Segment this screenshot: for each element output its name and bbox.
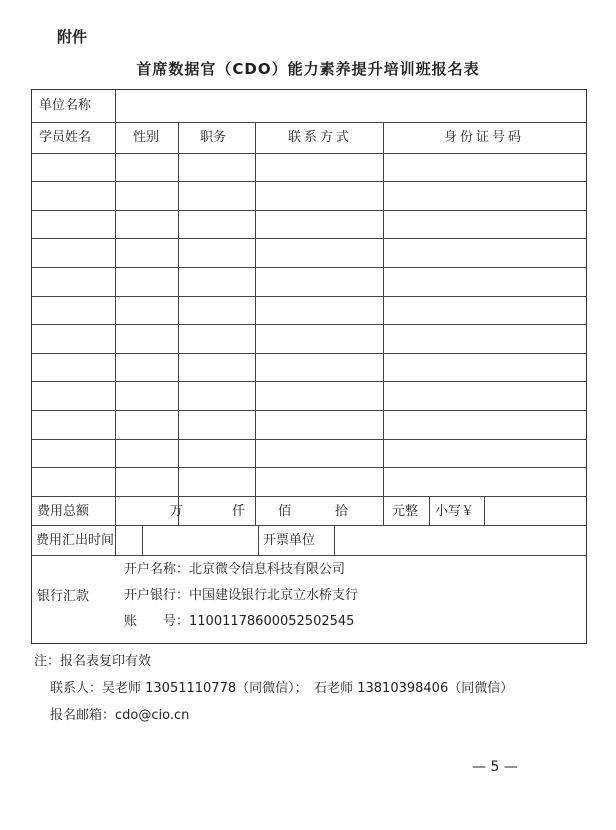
fee-unit-wan: 万: [170, 504, 184, 519]
header-position: 职务: [200, 130, 227, 145]
contact-persons: 联系人：吴老师 13051110778（同微信）； 石老师 13810398406（同微信）: [50, 681, 514, 696]
registration-email: 报名邮箱：cdo@cio.cn: [50, 708, 190, 723]
fee-unit-yuan: 元整: [392, 504, 419, 519]
unit-name-label: 单位名称: [39, 98, 92, 113]
note-copy-valid: 注：报名表复印有效: [34, 654, 152, 669]
fee-unit-qian: 仟: [232, 504, 246, 519]
invoice-unit-label: 开票单位: [263, 533, 316, 548]
header-student-name: 学员姓名: [39, 130, 92, 145]
registration-form-table: [31, 89, 587, 644]
bank-transfer-label: 银行汇款: [37, 589, 90, 604]
header-gender: 性别: [133, 130, 160, 145]
fee-lowercase-label: 小写￥: [435, 504, 475, 519]
form-title: 首席数据官（CDO）能力素养提升培训班报名表: [136, 60, 480, 78]
fee-total-label: 费用总额: [37, 504, 90, 519]
fee-unit-bai: 佰: [278, 504, 292, 519]
header-id-number: 身份证号码: [444, 130, 525, 145]
bank-account-number: 账 号：11001178600052502545: [124, 614, 355, 629]
fee-unit-shi: 拾: [335, 504, 349, 519]
attachment-label: 附件: [57, 28, 88, 46]
header-contact: 联系方式: [288, 130, 353, 145]
fee-remit-time-label: 费用汇出时间: [36, 533, 115, 548]
page-number: — 5 —: [472, 759, 518, 775]
bank-name: 开户银行：中国建设银行北京立水桥支行: [124, 588, 359, 603]
bank-account-name: 开户名称：北京微令信息科技有限公司: [124, 562, 346, 577]
